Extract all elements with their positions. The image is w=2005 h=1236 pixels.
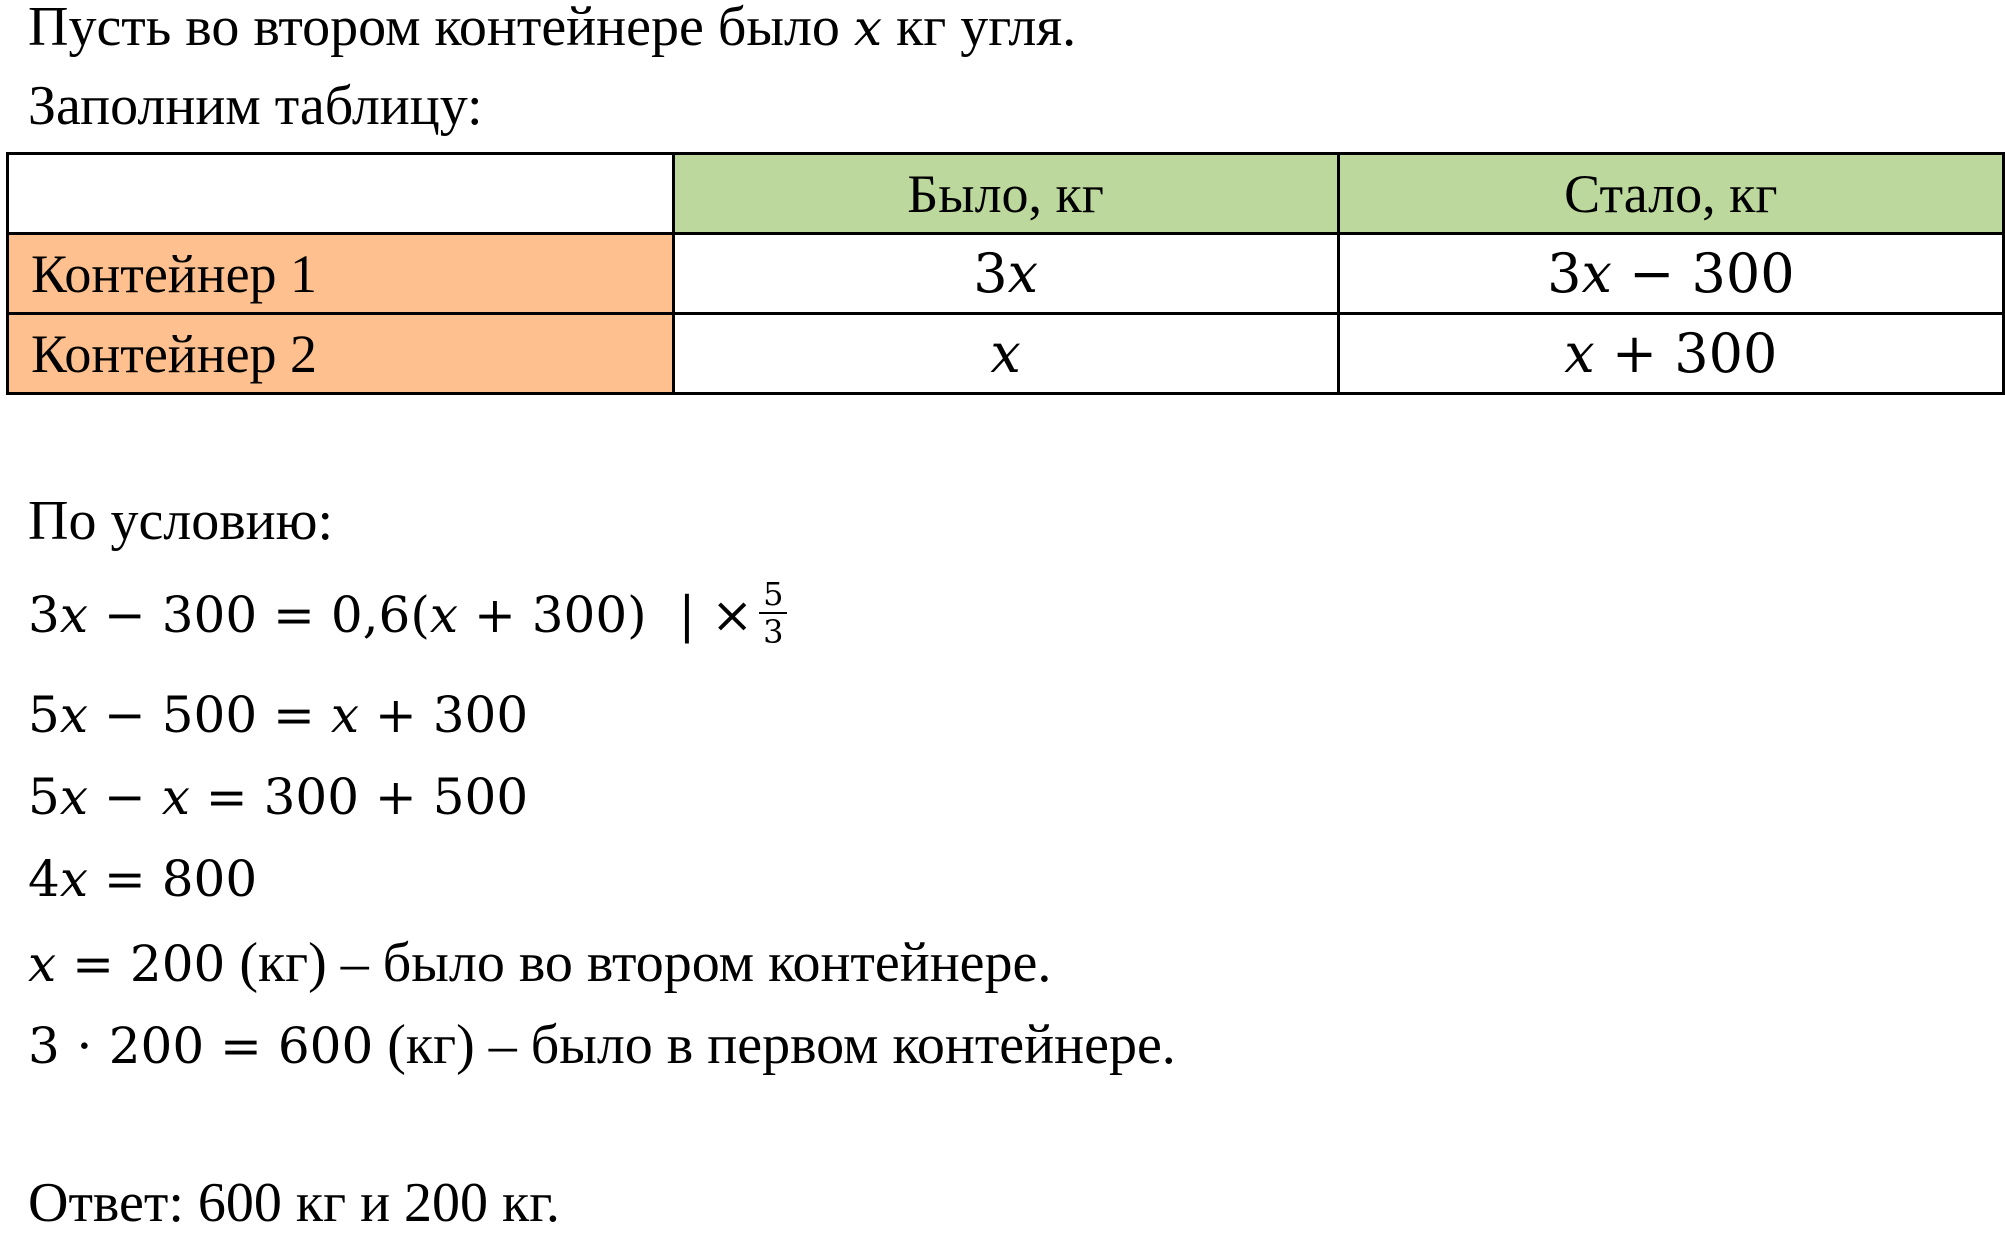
intro-line-2: Заполним таблицу: bbox=[28, 75, 483, 137]
header-became: Стало, кг bbox=[1338, 154, 2003, 234]
variable-x: x bbox=[853, 0, 883, 57]
equation-3: 5x − x = 300 + 500 bbox=[28, 768, 529, 826]
row-label-container-1: Контейнер 1 bbox=[8, 234, 674, 314]
equation-2: 5x − 500 = x + 300 bbox=[28, 686, 529, 744]
equation-1: 3x − 300 = 0,6(x + 300) | × $\frac{5}{3}$ bbox=[28, 582, 787, 656]
cell-container-2-became: x + 300 bbox=[1338, 314, 2003, 394]
row-label-container-2: Контейнер 2 bbox=[8, 314, 674, 394]
multiply-marker: | × bbox=[646, 586, 754, 644]
table-header-row bbox=[8, 154, 2004, 234]
intro-text-end: кг угля. bbox=[882, 0, 1077, 58]
fraction-five-thirds: $\frac{5}{3}$ bbox=[759, 576, 787, 650]
cell-container-2-was: x bbox=[673, 314, 1338, 394]
cell-container-1-was: 3x bbox=[673, 234, 1338, 314]
table-row bbox=[8, 234, 2004, 314]
answer-line: Ответ: 600 кг и 200 кг. bbox=[28, 1172, 560, 1234]
table-row bbox=[8, 314, 2004, 394]
equation-5: x = 200 (кг) – было во втором контейнере. bbox=[28, 932, 1052, 994]
data-table bbox=[6, 152, 2005, 395]
cell-container-1-became: 3x − 300 bbox=[1338, 234, 2003, 314]
intro-line-1 bbox=[28, 0, 1076, 61]
equation-6: 3 ⋅ 200 = 600 (кг) – было в первом контейнере. bbox=[28, 1014, 1176, 1076]
condition-label: По условию: bbox=[28, 490, 334, 552]
table-corner-cell bbox=[8, 154, 674, 234]
equation-4: 4x = 800 bbox=[28, 850, 258, 908]
intro-text-start: Пусть во втором контейнере было bbox=[28, 0, 854, 58]
header-was: Было, кг bbox=[673, 154, 1338, 234]
